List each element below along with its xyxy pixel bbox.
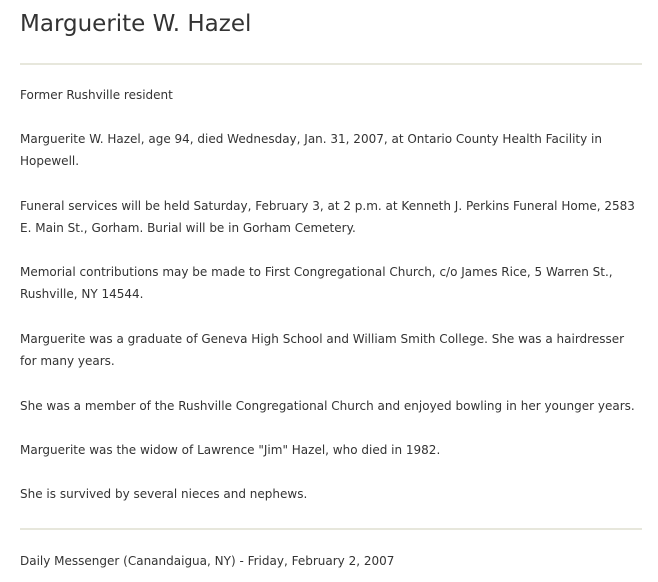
subtitle-paragraph: Former Rushville resident [20,88,173,102]
education-career-paragraph: Marguerite was a graduate of Geneva High School and William Smith College. She was a hairdresser for many years. [20,332,625,368]
top-divider [20,63,642,65]
church-membership-paragraph: She was a member of the Rushville Congregational Church and enjoyed bowling in her younger years. [20,399,635,413]
page-title: Marguerite W. Hazel [20,11,252,37]
widow-paragraph: Marguerite was the widow of Lawrence "Jim" Hazel, who died in 1982. [20,443,441,457]
survivors-paragraph: She is survived by several nieces and nephews. [20,487,308,501]
death-notice-paragraph: Marguerite W. Hazel, age 94, died Wednesday, Jan. 31, 2007, at Ontario County Health Facility in Hopewell. [20,132,602,168]
funeral-services-paragraph: Funeral services will be held Saturday, February 3, at 2 p.m. at Kenneth J. Perkins Funeral Home, 2583 E. Main St., Gorham. Burial will be in Gorham Cemetery. [20,199,635,235]
memorial-contributions-paragraph: Memorial contributions may be made to First Congregational Church, c/o James Rice, 5 Warren St., Rushville, NY 14544. [20,265,613,301]
source-citation: Daily Messenger (Canandaigua, NY) - Friday, February 2, 2007 [20,554,395,568]
bottom-divider [20,528,642,530]
